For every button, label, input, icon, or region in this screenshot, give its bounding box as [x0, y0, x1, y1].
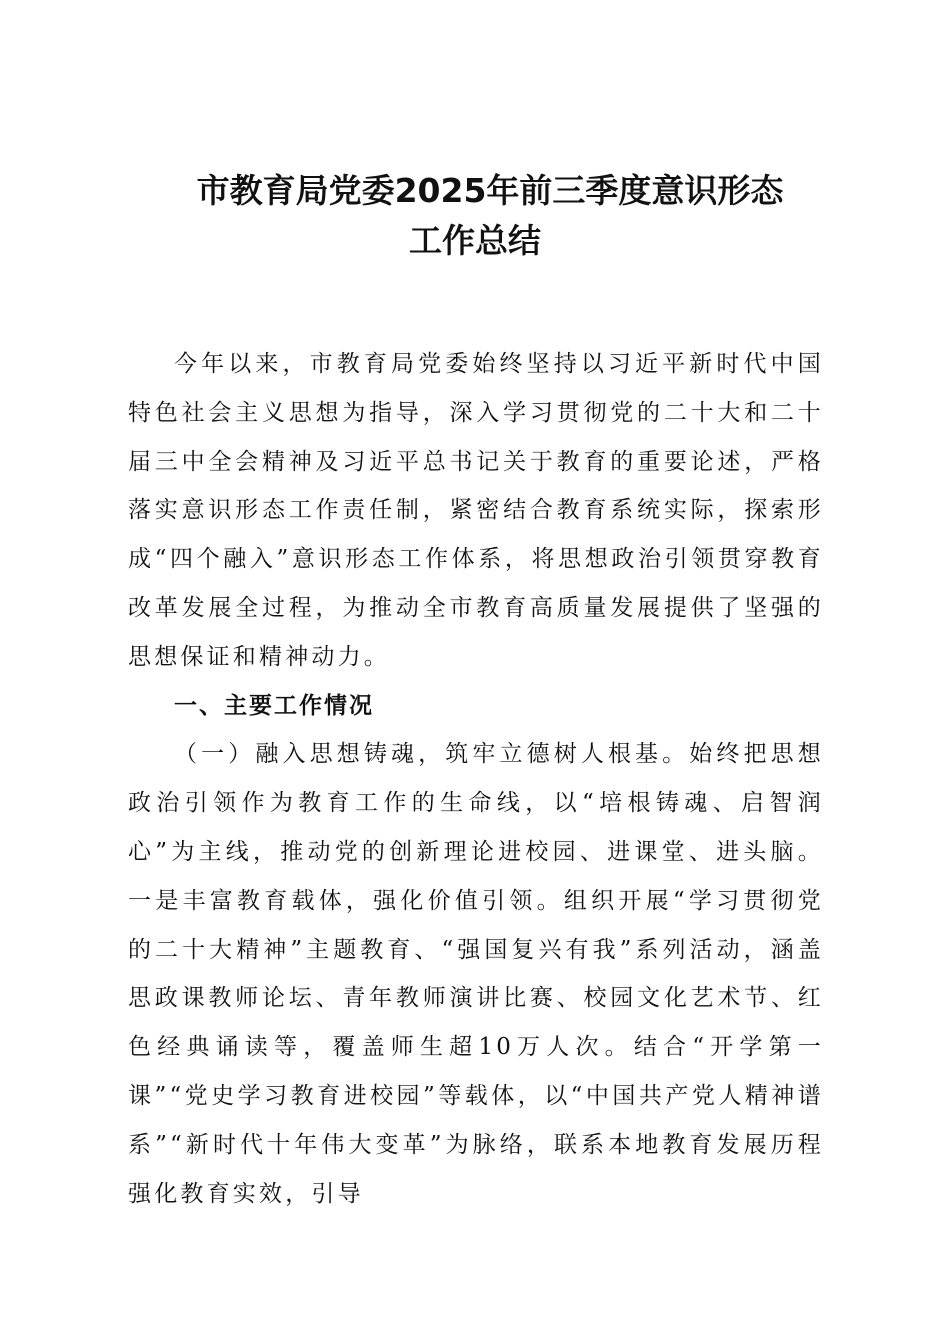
title-line-2: 工作总结: [409, 221, 541, 260]
document-body: [128, 340, 824, 1218]
section-heading-main-work: 一、主要工作情况: [174, 692, 374, 719]
title-line-1: 市教育局党委2025年前三季度意识形态: [196, 171, 784, 210]
intro-paragraph: 今年以来，市教育局党委始终坚持以习近平新时代中国特色社会主义思想为指导，深入学习贯彻党的二十大和二十届三中全会精神及习近平总书记关于教育的重要论述，严格落实意识形态工作责任制，紧密结合教育系统实际，探索形成“四个融入”意识形态工作体系，将思想政治引领贯穿教育改革发展全过程，为推动全市教育高质量发展提供了坚强的思想保证和精神动力。: [128, 351, 824, 670]
subsection-paragraph-1: （一）融入思想铸魂，筑牢立德树人根基。始终把思想政治引领作为教育工作的生命线，以“培根铸魂、启智润心”为主线，推动党的创新理论进校园、进课堂、进头脑。一是丰富教育载体，强化价值引领。组织开展“学习贯彻党的二十大精神”主题教育、“强国复兴有我”系列活动，涵盖思政课教师论坛、青年教师演讲比赛、校园文化艺术节、红色经典诵读等，覆盖师生超10万人次。结合“开学第一课”“党史学习教育进校园”等载体，以“中国共产党人精神谱系”“新时代十年伟大变革”为脉络，联系本地教育发展历程强化教育实效，引导: [128, 741, 824, 1207]
document-title: [0, 166, 950, 266]
